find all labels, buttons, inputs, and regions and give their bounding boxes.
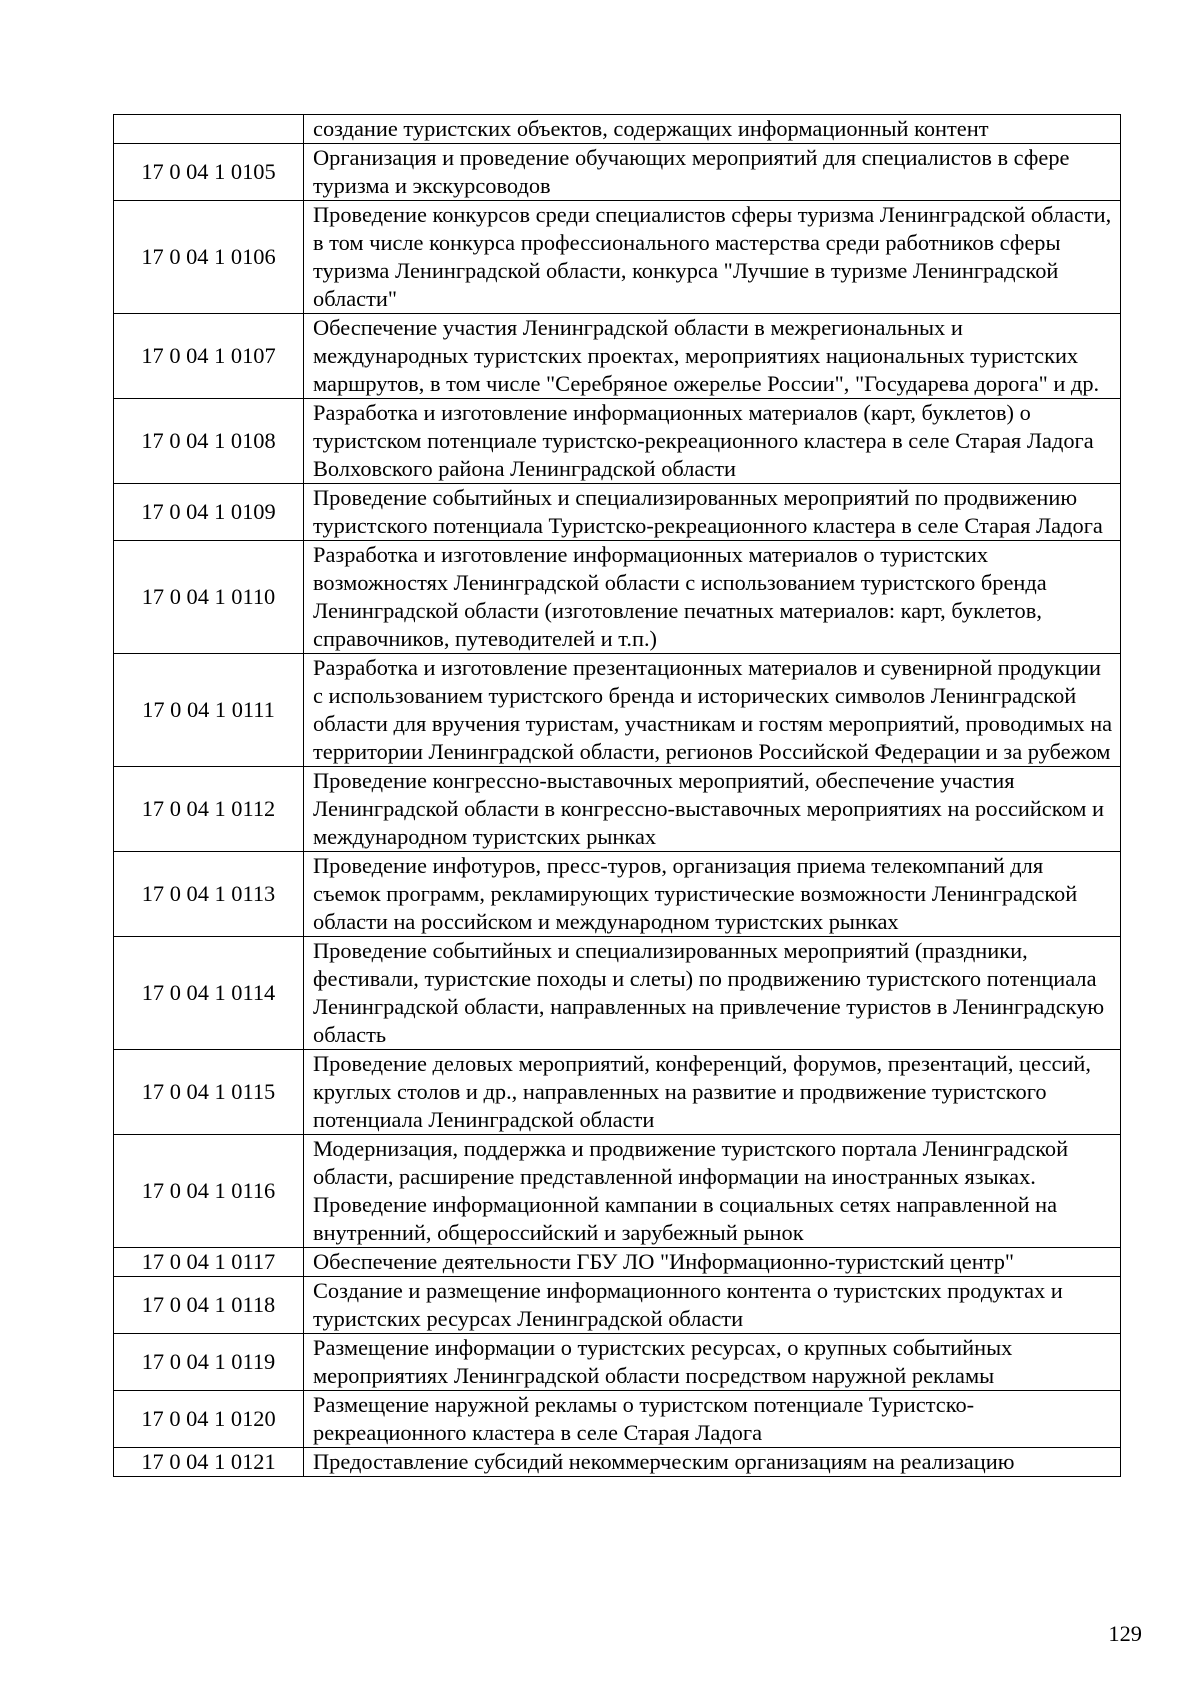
table-row <box>114 314 1121 399</box>
budget-code-cell: 17 0 04 1 0109 <box>114 484 304 541</box>
table-row <box>114 1334 1121 1391</box>
table-row <box>114 541 1121 654</box>
budget-code-cell: 17 0 04 1 0111 <box>114 654 304 767</box>
description-cell: Разработка и изготовление презентационных материалов и сувенирной продукции с использованием туристского бренда и исторических символов Ленинградской области для вручения туристам, участникам и гостям мероприятий, проводимых на территории Ленинградской области, регионов Российской Федерации и за рубежом <box>304 654 1121 767</box>
table-row <box>114 767 1121 852</box>
table-row <box>114 654 1121 767</box>
table-row <box>114 1248 1121 1277</box>
budget-code-cell: 17 0 04 1 0114 <box>114 937 304 1050</box>
description-cell: Модернизация, поддержка и продвижение туристского портала Ленинградской области, расширение представленной информации на иностранных языках. Проведение информационной кампании в социальных сетях направленной на внутренний, общероссийский и зарубежный рынок <box>304 1135 1121 1248</box>
budget-code-cell: 17 0 04 1 0110 <box>114 541 304 654</box>
budget-code-cell: 17 0 04 1 0115 <box>114 1050 304 1135</box>
description-cell: создание туристских объектов, содержащих информационный контент <box>304 115 1121 144</box>
table-body <box>114 115 1121 1477</box>
budget-code-cell: 17 0 04 1 0106 <box>114 201 304 314</box>
budget-code-cell <box>114 115 304 144</box>
table-row <box>114 852 1121 937</box>
table-row <box>114 1391 1121 1448</box>
budget-code-cell: 17 0 04 1 0121 <box>114 1448 304 1477</box>
table-row <box>114 399 1121 484</box>
budget-code-table <box>113 114 1121 1477</box>
description-cell: Проведение конкурсов среди специалистов сферы туризма Ленинградской области, в том числе конкурса профессионального мастерства среди работников сферы туризма Ленинградской области, конкурса "Лучшие в туризме Ленинградской области" <box>304 201 1121 314</box>
budget-code-cell: 17 0 04 1 0112 <box>114 767 304 852</box>
table-row <box>114 1448 1121 1477</box>
table-row <box>114 115 1121 144</box>
table-row <box>114 937 1121 1050</box>
description-cell: Разработка и изготовление информационных материалов о туристских возможностях Ленинградской области с использованием туристского бренда Ленинградской области (изготовление печатных материалов: карт, буклетов, справочников, путеводителей и т.п.) <box>304 541 1121 654</box>
budget-code-cell: 17 0 04 1 0119 <box>114 1334 304 1391</box>
description-cell: Обеспечение деятельности ГБУ ЛО "Информационно-туристский центр" <box>304 1248 1121 1277</box>
budget-code-cell: 17 0 04 1 0113 <box>114 852 304 937</box>
table-row <box>114 201 1121 314</box>
table-row <box>114 144 1121 201</box>
description-cell: Размещение информации о туристских ресурсах, о крупных событийных мероприятиях Ленинградской области посредством наружной рекламы <box>304 1334 1121 1391</box>
description-cell: Предоставление субсидий некоммерческим организациям на реализацию <box>304 1448 1121 1477</box>
description-cell: Обеспечение участия Ленинградской области в межрегиональных и международных туристских проектах, мероприятиях национальных туристских маршрутов, в том числе "Серебряное ожерелье России", "Государева дорога" и др. <box>304 314 1121 399</box>
description-cell: Разработка и изготовление информационных материалов (карт, буклетов) о туристском потенциале туристско-рекреационного кластера в селе Старая Ладога Волховского района Ленинградской области <box>304 399 1121 484</box>
budget-code-cell: 17 0 04 1 0108 <box>114 399 304 484</box>
budget-code-cell: 17 0 04 1 0117 <box>114 1248 304 1277</box>
table-row <box>114 484 1121 541</box>
budget-code-cell: 17 0 04 1 0107 <box>114 314 304 399</box>
description-cell: Проведение событийных и специализированных мероприятий по продвижению туристского потенциала Туристско-рекреационного кластера в селе Старая Ладога <box>304 484 1121 541</box>
description-cell: Проведение конгрессно-выставочных мероприятий, обеспечение участия Ленинградской области в конгрессно-выставочных мероприятиях на российском и международном туристских рынках <box>304 767 1121 852</box>
description-cell: Проведение событийных и специализированных мероприятий (праздники, фестивали, туристские походы и слеты) по продвижению туристского потенциала Ленинградской области, направленных на привлечение туристов в Ленинградскую область <box>304 937 1121 1050</box>
budget-code-cell: 17 0 04 1 0105 <box>114 144 304 201</box>
description-cell: Размещение наружной рекламы о туристском потенциале Туристско-рекреационного кластера в селе Старая Ладога <box>304 1391 1121 1448</box>
description-cell: Проведение деловых мероприятий, конференций, форумов, презентаций, цессий, круглых столов и др., направленных на развитие и продвижение туристского потенциала Ленинградской области <box>304 1050 1121 1135</box>
budget-code-cell: 17 0 04 1 0116 <box>114 1135 304 1248</box>
description-cell: Организация и проведение обучающих мероприятий для специалистов в сфере туризма и экскурсоводов <box>304 144 1121 201</box>
budget-code-cell: 17 0 04 1 0120 <box>114 1391 304 1448</box>
table-row <box>114 1135 1121 1248</box>
table-row <box>114 1277 1121 1334</box>
description-cell: Создание и размещение информационного контента о туристских продуктах и туристских ресурсах Ленинградской области <box>304 1277 1121 1334</box>
budget-code-cell: 17 0 04 1 0118 <box>114 1277 304 1334</box>
table-row <box>114 1050 1121 1135</box>
description-cell: Проведение инфотуров, пресс-туров, организация приема телекомпаний для съемок программ, рекламирующих туристические возможности Ленинградской области на российском и международном туристских рынках <box>304 852 1121 937</box>
page-number: 129 <box>1108 1621 1142 1646</box>
